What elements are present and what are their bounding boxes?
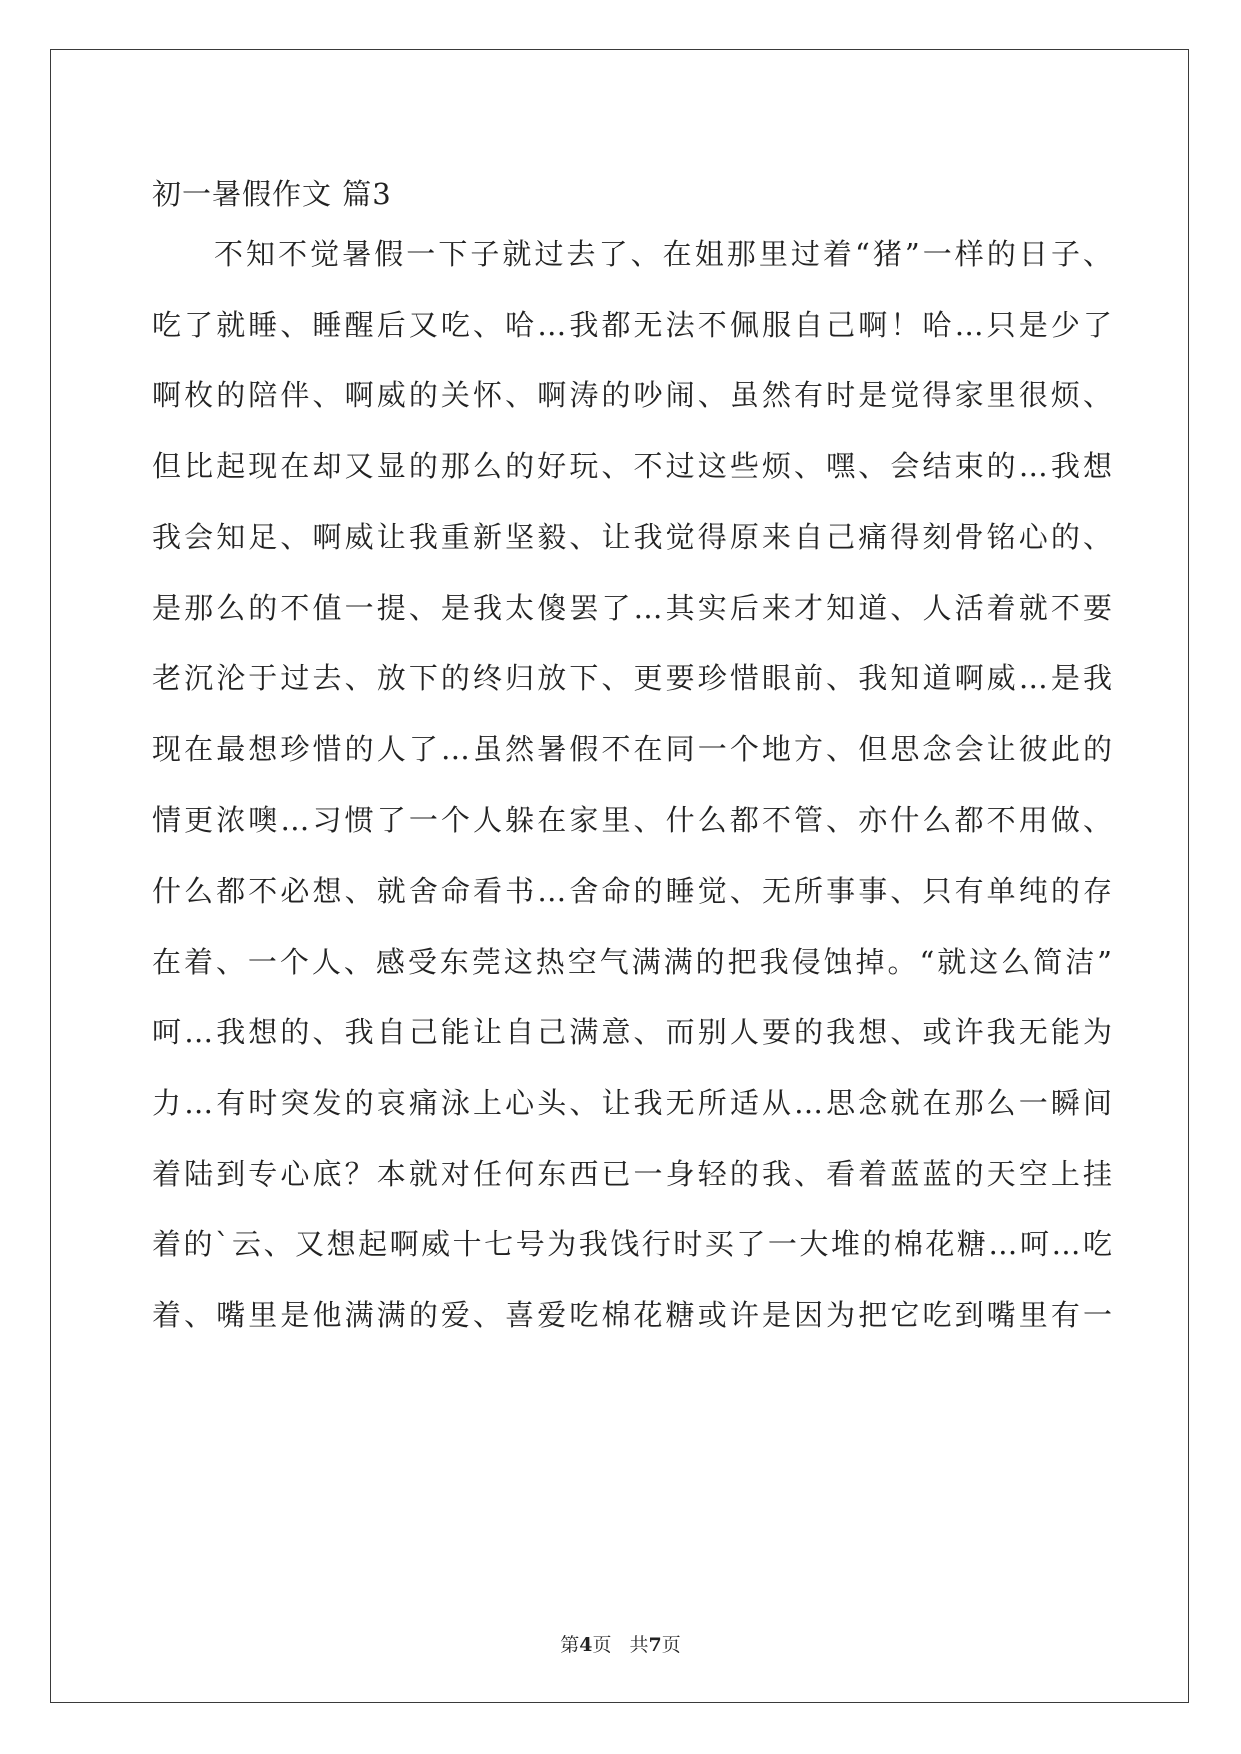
paragraph-line: 什么都不必想、就舍命看书…舍命的睡觉、无所事事、只有单纯的存 [152, 874, 1112, 908]
paragraph-line: 着的`云、又想起啊威十七号为我饯行时买了一大堆的棉花糖…呵…吃 [152, 1227, 1112, 1261]
page-prefix: 第 [560, 1634, 580, 1656]
paragraph-line: 是那么的不值一提、是我太傻罢了…其实后来才知道、人活着就不要 [152, 591, 1112, 625]
paragraph-line: 吃了就睡、睡醒后又吃、哈…我都无法不佩服自己啊！哈…只是少了 [152, 308, 1112, 342]
paragraph-line: 老沉沦于过去、放下的终归放下、更要珍惜眼前、我知道啊威…是我 [152, 661, 1112, 695]
paragraph-line: 呵…我想的、我自己能让自己满意、而别人要的我想、或许我无能为 [152, 1015, 1112, 1049]
paragraph-line: 力…有时突发的哀痛泳上心头、让我无所适从…思念就在那么一瞬间 [152, 1086, 1112, 1120]
paragraph-line: 啊枚的陪伴、啊威的关怀、啊涛的吵闹、虽然有时是觉得家里很烦、 [152, 378, 1112, 412]
total-suffix: 页 [661, 1634, 681, 1656]
paragraph-line: 着、嘴里是他满满的爱、喜爱吃棉花糖或许是因为把它吃到嘴里有一 [152, 1298, 1112, 1332]
paragraph-line: 着陆到专心底？本就对任何东西已一身轻的我、看着蓝蓝的天空上挂 [152, 1157, 1112, 1191]
page-footer [0, 1630, 1241, 1657]
essay-title: 初一暑假作文 篇3 [152, 177, 392, 211]
paragraph-line: 但比起现在却又显的那么的好玩、不过这些烦、嘿、会结束的…我想 [152, 449, 1112, 483]
paragraph-line: 我会知足、啊威让我重新坚毅、让我觉得原来自己痛得刻骨铭心的、 [152, 520, 1112, 554]
page-number: 4 [579, 1634, 593, 1656]
paragraph-line: 现在最想珍惜的人了…虽然暑假不在同一个地方、但思念会让彼此的 [152, 732, 1112, 766]
total-pages: 7 [648, 1634, 662, 1656]
paragraph-line: 不知不觉暑假一下子就过去了、在姐那里过着“猪”一样的日子、 [214, 237, 1112, 271]
paragraph-line: 在着、一个人、感受东莞这热空气满满的把我侵蚀掉。“就这么简洁” [152, 945, 1112, 979]
paragraph-line: 情更浓噢…习惯了一个人躲在家里、什么都不管、亦什么都不用做、 [152, 803, 1112, 837]
total-prefix: 共 [629, 1634, 649, 1656]
page-suffix: 页 [592, 1634, 612, 1656]
